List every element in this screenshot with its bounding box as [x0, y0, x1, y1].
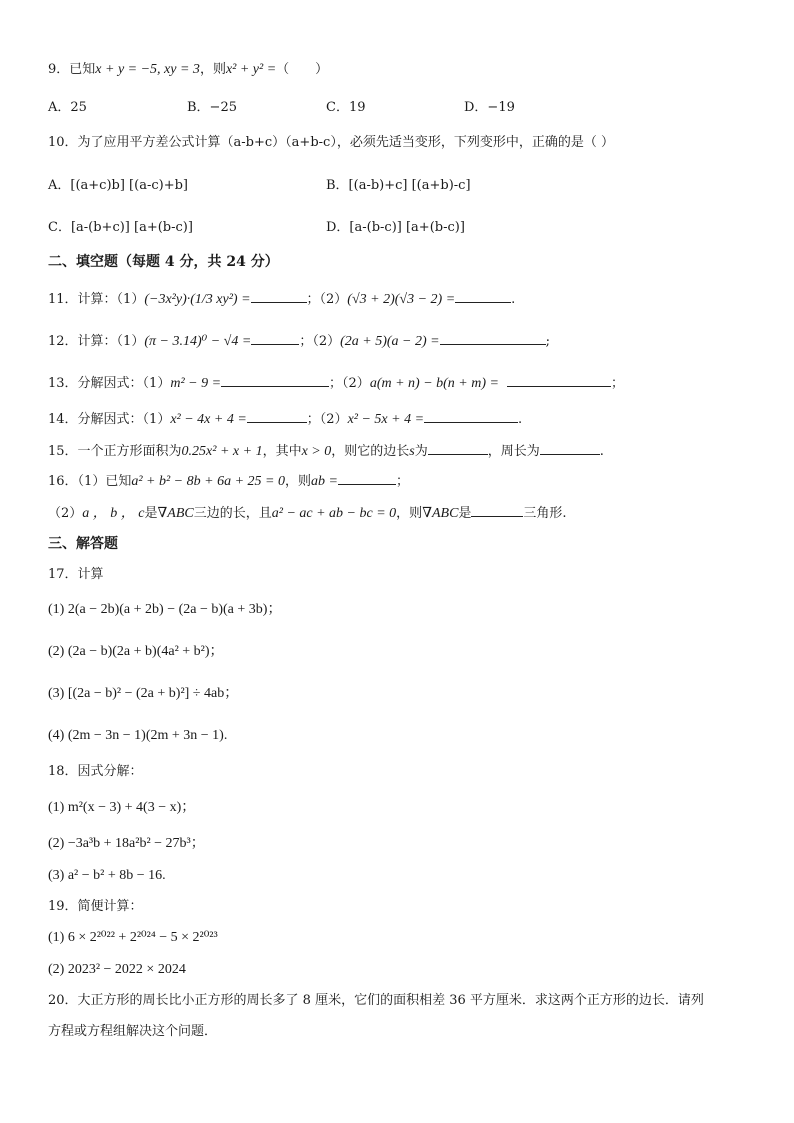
question-11: [48, 288, 515, 310]
q14-expr-1: x² − 4x + 4 =: [170, 412, 247, 427]
q13-sep: ；（2）: [329, 376, 370, 391]
q12-label: 12．计算：（1）: [48, 334, 145, 349]
q14-blank-1[interactable]: [247, 408, 307, 423]
q12-blank-1[interactable]: [251, 330, 299, 345]
q12-expr-1: (π − 3.14)⁰ − √4 =: [144, 334, 252, 349]
q9-option-b: B．−25: [187, 100, 237, 115]
q13-blank-2[interactable]: [507, 372, 611, 387]
q16b-blank[interactable]: [471, 502, 523, 517]
q14-label: 14．分解因式：（1）: [48, 412, 171, 427]
q17-item-3: (3) [(2a − b)² − (2a + b)²] ÷ 4ab；: [48, 686, 239, 701]
q16b-prefix: （2）: [48, 506, 83, 521]
q13-label: 13．分解因式：（1）: [48, 376, 171, 391]
q16a-mid: ，则: [284, 474, 311, 489]
q15-blank-1[interactable]: [428, 440, 488, 455]
q9-condition: x + y = −5, xy = 3: [95, 62, 200, 77]
q16a-expr: ab =: [310, 474, 338, 489]
q19-item-1: (1) 6 × 2²⁰²² + 2²⁰²⁴ − 5 × 2²⁰²³: [48, 930, 218, 945]
q11-expr-1: (−3x²y)·(1/3 xy²) =: [144, 292, 251, 307]
q11-label: 11．计算：（1）: [48, 292, 145, 307]
q16b-mid-1: 是: [144, 506, 158, 521]
q14-end: .: [518, 412, 523, 427]
q9-mid: ，则: [199, 62, 226, 77]
q13-blank-1[interactable]: [221, 372, 329, 387]
q10-option-b: B．[(a-b)+c] [(a+b)-c]: [326, 178, 471, 193]
q16a-prefix: 16．（1）已知: [48, 474, 132, 489]
q16a-end: ；: [395, 474, 409, 489]
q16b-triangle-1: ∇ABC: [157, 506, 194, 521]
question-10: 10．为了应用平方差公式计算（a-b+c）（a+b-c），必须先适当变形，下列变形中，正确的是（ ）: [48, 135, 614, 150]
q11-blank-2[interactable]: [455, 288, 511, 303]
q10-option-a: A．[(a+c)b] [(a-c)+b]: [48, 178, 188, 193]
q16a-blank[interactable]: [338, 470, 396, 485]
q18-title: 18．因式分解：: [48, 764, 143, 779]
q11-expr-2: (√3 + 2)(√3 − 2) =: [347, 292, 456, 307]
q14-blank-2[interactable]: [424, 408, 518, 423]
q11-blank-1[interactable]: [251, 288, 307, 303]
q15-var-s: s: [409, 444, 415, 459]
q19-title: 19．简便计算：: [48, 899, 143, 914]
q9-option-a: A．25: [48, 100, 87, 115]
q15-prefix: 15．一个正方形面积为: [48, 444, 182, 459]
question-12: [48, 330, 550, 352]
q17-title: 17．计算: [48, 567, 104, 582]
q15-mid-2: ，则它的边长: [331, 444, 410, 459]
q16b-mid-3: ，则: [396, 506, 423, 521]
q18-item-1: (1) m²(x − 3) + 4(3 − x)；: [48, 800, 196, 815]
q18-item-3: (3) a² − b² + 8b − 16.: [48, 868, 166, 883]
q20-line-1: 20．大正方形的周长比小正方形的周长多了 8 厘米，它们的面积相差 36 平方厘米．求这两个正方形的边长．请列: [48, 993, 704, 1008]
q18-item-2: (2) −3a³b + 18a²b² − 27b³；: [48, 836, 205, 851]
q12-expr-2: (2a + 5)(a − 2) =: [340, 334, 440, 349]
q9-paren: （ ）: [276, 62, 329, 77]
q17-item-4: (4) (2m − 3n − 1)(2m + 3n − 1).: [48, 728, 228, 743]
question-15: [48, 440, 604, 462]
q17-item-2: (2) (2a − b)(2a + b)(4a² + b²)；: [48, 644, 224, 659]
q17-item-1: (1) 2(a − 2b)(a + 2b) − (2a − b)(a + 3b)；: [48, 602, 282, 617]
q10-option-c: C．[a-(b+c)] [a+(b-c)]: [48, 220, 193, 235]
q9-prefix: 9．已知: [48, 62, 96, 77]
question-14: [48, 408, 522, 430]
q13-expr-2: a(m + n) − b(n + m) =: [369, 376, 499, 391]
q15-mid-4: ，周长为: [487, 444, 540, 459]
q19-item-2: (2) 2023² − 2022 × 2024: [48, 962, 186, 977]
q16b-end: 三角形.: [523, 506, 567, 521]
question-16-part-1: [48, 470, 409, 492]
q15-mid-3: 为: [414, 444, 428, 459]
q16b-mid-4: 是: [458, 506, 472, 521]
section-2-heading: 二、填空题（每题 4 分，共 24 分）: [48, 254, 279, 270]
q16b-mid-2: 三边的长，且: [193, 506, 272, 521]
q12-end: ;: [545, 334, 550, 349]
q16a-equation: a² + b² − 8b + 6a + 25 = 0: [131, 474, 285, 489]
section-3-heading: 三、解答题: [48, 536, 118, 552]
q12-blank-2[interactable]: [440, 330, 546, 345]
question-16-part-2: [48, 502, 567, 524]
q16b-vars: a ， b ， c: [82, 506, 145, 521]
q12-sep: ；（2）: [299, 334, 341, 349]
q14-sep: ；（2）: [306, 412, 348, 427]
q16b-equation: a² − ac + ab − bc = 0: [271, 506, 397, 521]
question-13: [48, 372, 624, 394]
q15-condition: x > 0: [301, 444, 332, 459]
q15-blank-2[interactable]: [540, 440, 600, 455]
q9-option-c: C．19: [326, 100, 366, 115]
q11-end: .: [511, 292, 516, 307]
q11-sep: ；（2）: [306, 292, 348, 307]
q13-end: ；: [610, 376, 624, 391]
q15-area-expr: 0.25x² + x + 1: [181, 444, 263, 459]
question-9: [48, 60, 328, 80]
q20-line-2: 方程或方程组解决这个问题．: [48, 1024, 218, 1039]
q9-option-d: D．−19: [464, 100, 515, 115]
q15-end: .: [599, 444, 604, 459]
q14-expr-2: x² − 5x + 4 =: [347, 412, 425, 427]
q15-mid-1: ，其中: [262, 444, 302, 459]
q10-option-d: D．[a-(b-c)] [a+(b-c)]: [326, 220, 465, 235]
q13-expr-1: m² − 9 =: [170, 376, 222, 391]
q16b-triangle-2: ∇ABC: [422, 506, 459, 521]
q9-expression: x² + y² =: [225, 62, 277, 77]
